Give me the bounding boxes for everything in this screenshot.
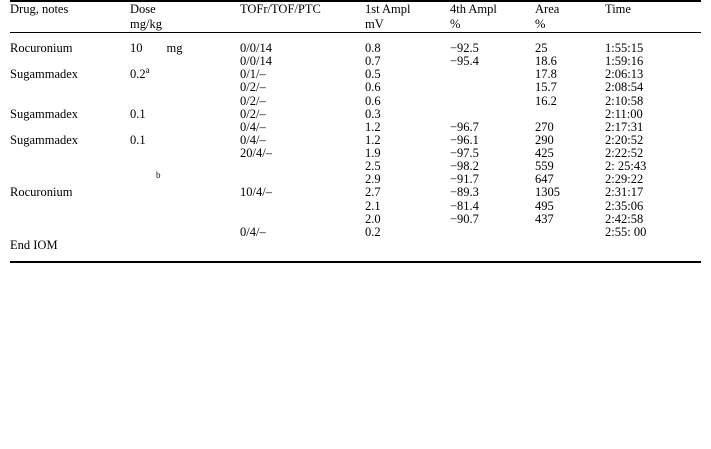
cell-fourth-ampl: −95.4 — [450, 54, 479, 69]
cell-first-ampl: 2.7 — [365, 185, 381, 200]
cell-drug: Sugammadex — [10, 67, 79, 82]
dose-value: 0.2 — [130, 67, 146, 82]
cell-fourth-ampl: −91.7 — [450, 172, 479, 187]
cell-dose — [130, 134, 240, 147]
cell-area: 495 — [535, 198, 554, 213]
cell-first-ampl: 2.0 — [365, 211, 381, 226]
column-subheader-fourth-ampl-unit: % — [450, 17, 461, 31]
cell-drug: Rocuronium — [10, 41, 73, 55]
cell-fourth-ampl — [450, 226, 535, 239]
cell-tof: 0/4/– — [240, 119, 266, 134]
cell-time: 2:10:58 — [605, 93, 644, 108]
cell-area: 647 — [535, 172, 554, 187]
table-header — [10, 1, 701, 33]
table-row — [10, 200, 701, 213]
cell-fourth-ampl: −97.5 — [450, 146, 479, 160]
cell-tof: 0/4/– — [240, 224, 266, 239]
cell-first-ampl: 0.2 — [365, 224, 381, 239]
cell-first-ampl: 0.3 — [365, 106, 381, 121]
cell-dose — [130, 121, 240, 134]
cell-first-ampl: 0.5 — [365, 67, 381, 82]
table-row — [10, 95, 701, 108]
dose-unit: mg — [166, 41, 183, 55]
cell-drug — [10, 147, 130, 160]
table-row — [10, 68, 701, 81]
cell-tof: 0/0/14 — [240, 41, 272, 55]
table-row — [10, 81, 701, 94]
cell-tof: 10/4/– — [240, 185, 272, 200]
cell-time: 2:20:52 — [605, 132, 644, 147]
header-row-line2 — [10, 17, 701, 33]
cell-time: 2:08:54 — [605, 80, 644, 95]
cell-first-ampl: 0.6 — [365, 93, 381, 108]
cell-dose — [130, 170, 240, 186]
header-row-line1 — [10, 1, 701, 17]
cell-fourth-ampl: −92.5 — [450, 41, 479, 55]
cell-dose — [130, 65, 240, 82]
table-row — [10, 213, 701, 226]
column-header-time: Time — [605, 2, 631, 16]
cell-dose — [130, 81, 240, 94]
column-header-dose: Dose — [130, 2, 156, 16]
cell-fourth-ampl — [450, 68, 535, 81]
cell-tof: 0/2/– — [240, 80, 266, 95]
cell-time: 2:35:06 — [605, 198, 644, 213]
cell-dose — [130, 200, 240, 213]
cell-fourth-ampl — [450, 239, 535, 262]
cell-dose — [130, 186, 240, 199]
cell-fourth-ampl: −89.3 — [450, 185, 479, 200]
cell-time: 2:17:31 — [605, 119, 644, 134]
cell-area: 15.7 — [535, 80, 557, 95]
cell-first-ampl: 0.8 — [365, 41, 381, 55]
cell-dose — [130, 108, 240, 121]
column-subheader-area-unit: % — [535, 17, 546, 31]
column-header-fourth-ampl: 4th Ampl — [450, 2, 497, 16]
cell-first-ampl — [365, 239, 450, 262]
dose-footnote-marker: a — [145, 65, 150, 76]
cell-drug — [10, 200, 130, 213]
cell-area: 270 — [535, 119, 554, 134]
cell-dose — [130, 160, 240, 173]
table-row — [10, 121, 701, 134]
cell-drug: Sugammadex — [10, 132, 79, 147]
cell-drug — [10, 95, 130, 108]
cell-fourth-ampl: −96.1 — [450, 132, 479, 147]
table-row — [10, 55, 701, 68]
column-header-drug: Drug, notes — [10, 2, 69, 16]
cell-fourth-ampl: −96.7 — [450, 119, 479, 134]
cell-dose — [130, 239, 240, 262]
cell-time: 2:11:00 — [605, 106, 643, 121]
cell-first-ampl: 0.7 — [365, 54, 381, 69]
cell-time: 1:59:16 — [605, 54, 644, 69]
column-subheader-tof — [240, 17, 365, 33]
table-row — [10, 33, 701, 56]
cell-time: 2:55: 00 — [605, 224, 647, 239]
table-row — [10, 173, 701, 186]
cell-drug: End IOM — [10, 237, 58, 252]
cell-drug — [10, 226, 130, 239]
cell-tof: 0/1/– — [240, 67, 266, 82]
cell-drug: Sugammadex — [10, 106, 79, 121]
column-subheader-drug — [10, 17, 130, 33]
cell-area: 425 — [535, 146, 554, 160]
cell-dose — [130, 33, 240, 56]
table-row — [10, 239, 701, 262]
cell-drug — [10, 213, 130, 226]
column-header-first-ampl: 1st Ampl — [365, 2, 411, 16]
cell-fourth-ampl — [450, 108, 535, 121]
dose-value: 0.1 — [130, 132, 146, 147]
cell-tof: 0/0/14 — [240, 54, 272, 69]
cell-area: 559 — [535, 159, 554, 174]
cell-tof — [240, 200, 365, 213]
cell-area: 17.8 — [535, 67, 557, 82]
cell-area — [535, 239, 605, 262]
cell-time: 1:55:15 — [605, 41, 644, 55]
cell-fourth-ampl: −98.2 — [450, 159, 479, 174]
cell-tof: 0/2/– — [240, 93, 266, 108]
dose-value: 10 — [130, 41, 143, 55]
cell-drug — [10, 121, 130, 134]
cell-drug: Rocuronium — [10, 185, 73, 200]
table-row — [10, 160, 701, 173]
cell-area: 290 — [535, 132, 554, 147]
table-row — [10, 108, 701, 121]
cell-first-ampl: 0.6 — [365, 80, 381, 95]
dose-footnote-marker: b — [156, 170, 161, 181]
table-body — [10, 33, 701, 263]
measurements-table — [10, 0, 701, 263]
cell-area: 25 — [535, 41, 548, 55]
table-row — [10, 147, 701, 160]
cell-tof: 0/2/– — [240, 106, 266, 121]
cell-time: 2:29:22 — [605, 172, 644, 187]
cell-tof — [240, 160, 365, 173]
cell-drug — [10, 81, 130, 94]
column-header-area: Area — [535, 2, 560, 16]
column-subheader-first-ampl-unit: mV — [365, 17, 384, 31]
cell-first-ampl: 2.5 — [365, 159, 381, 174]
column-subheader-dose-unit: mg/kg — [130, 17, 162, 31]
cell-first-ampl: 2.9 — [365, 172, 381, 187]
cell-tof: 20/4/– — [240, 146, 272, 160]
cell-first-ampl: 2.1 — [365, 198, 381, 213]
cell-fourth-ampl: −90.7 — [450, 211, 479, 226]
cell-tof — [240, 239, 365, 262]
cell-time: 2: 25:43 — [605, 159, 647, 174]
cell-dose — [130, 95, 240, 108]
column-header-tof: TOFr/TOF/PTC — [240, 2, 321, 16]
cell-time — [605, 239, 701, 262]
cell-first-ampl: 1.2 — [365, 132, 381, 147]
cell-time: 2:06:13 — [605, 67, 644, 82]
cell-dose — [130, 147, 240, 160]
cell-area — [535, 108, 605, 121]
cell-area — [535, 226, 605, 239]
cell-drug — [10, 160, 130, 173]
cell-first-ampl: 1.2 — [365, 119, 381, 134]
cell-time: 2:22:52 — [605, 146, 644, 160]
cell-fourth-ampl: −81.4 — [450, 198, 479, 213]
cell-dose — [130, 226, 240, 239]
table-row — [10, 186, 701, 199]
cell-fourth-ampl — [450, 81, 535, 94]
cell-area: 18.6 — [535, 54, 557, 69]
cell-first-ampl: 1.9 — [365, 146, 381, 160]
column-subheader-time — [605, 17, 701, 33]
cell-area: 1305 — [535, 185, 560, 200]
cell-time: 2:42:58 — [605, 211, 644, 226]
cell-area: 437 — [535, 211, 554, 226]
cell-time: 2:31:17 — [605, 185, 644, 200]
table-row — [10, 226, 701, 239]
dose-value: 0.1 — [130, 106, 146, 121]
table-row — [10, 134, 701, 147]
cell-fourth-ampl — [450, 95, 535, 108]
cell-tof: 0/4/– — [240, 132, 266, 147]
cell-dose — [130, 213, 240, 226]
cell-area: 16.2 — [535, 93, 557, 108]
cell-tof — [240, 213, 365, 226]
